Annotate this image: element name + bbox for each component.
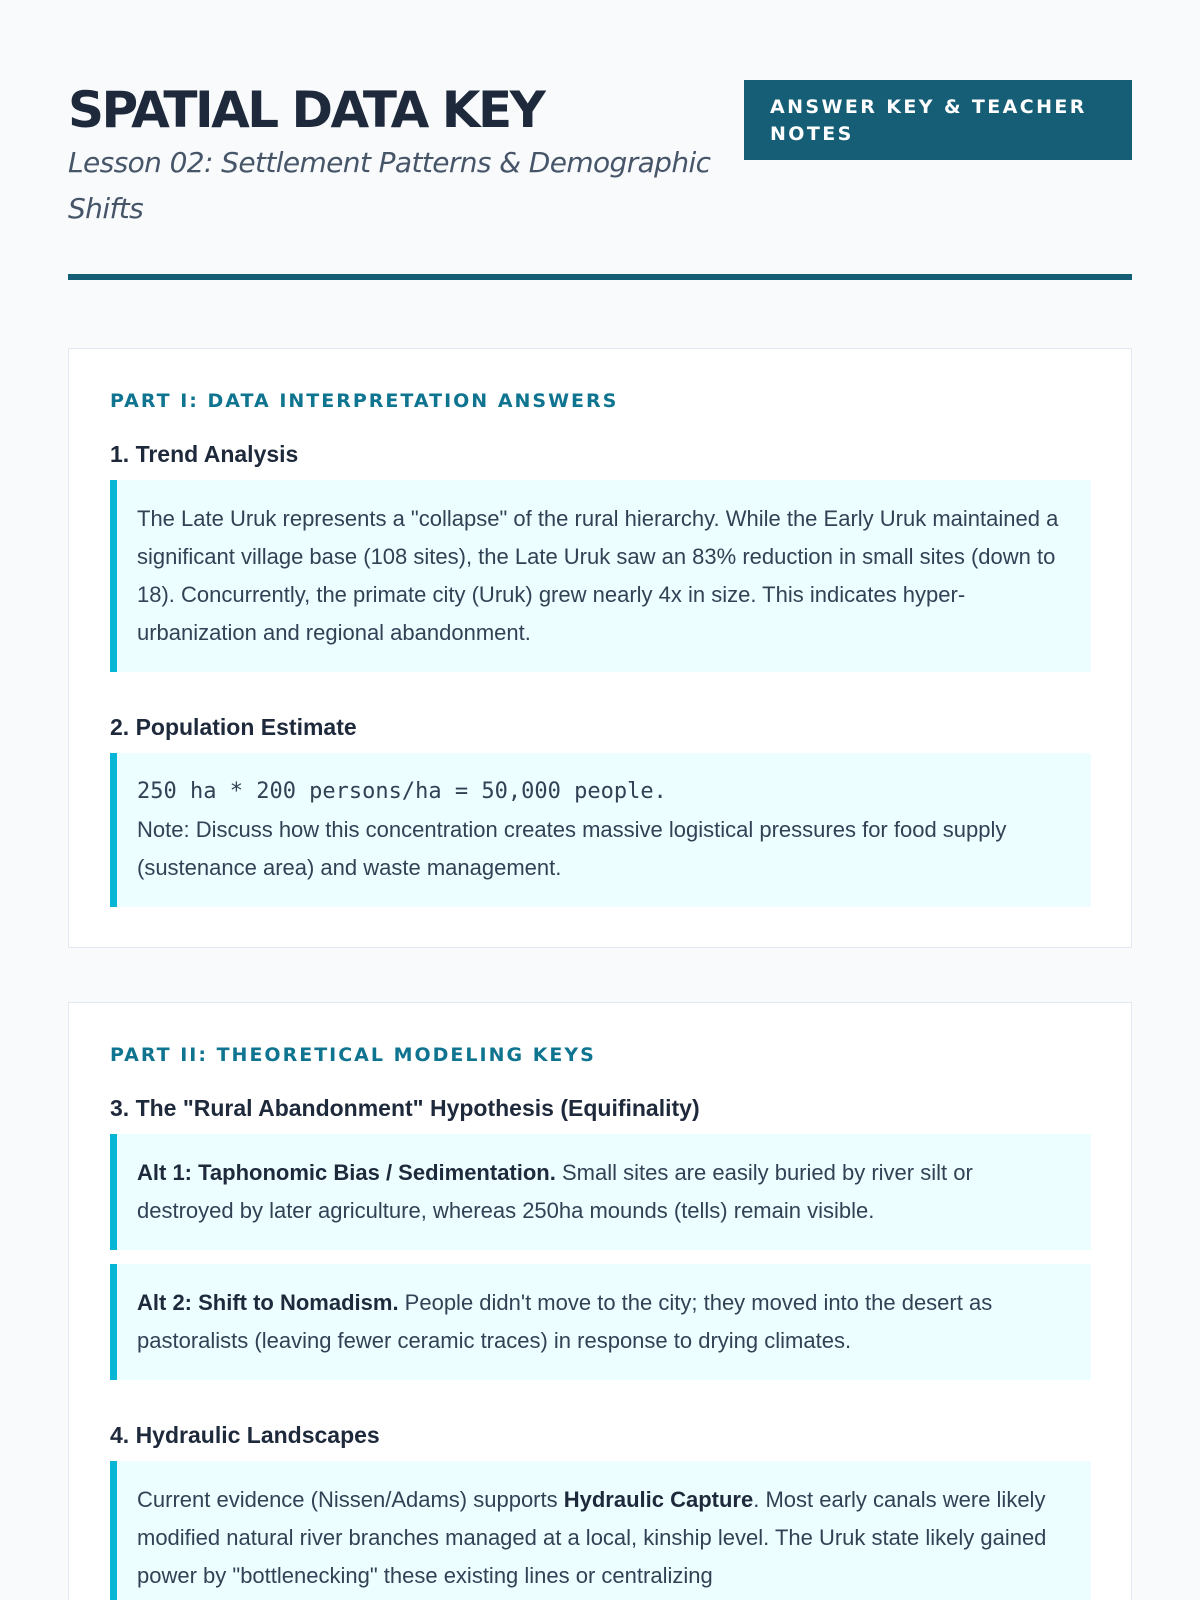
population-formula: 250 ha * 200 persons/ha = 50,000 people.: [137, 779, 667, 804]
question-1-answer-text: The Late Uruk represents a "collapse" of the rural hierarchy. While the Early Uruk maintained a significant village base (108 sites), the Late Uruk saw an 83% reduction in small sites (down to 18). Concurrently, the primate city (Uruk) grew nearly 4x in size. This indicates hyper-urbanization and regional abandonment.: [137, 506, 1059, 645]
part-2-title: PART II: THEORETICAL MODELING KEYS: [110, 1044, 596, 1066]
question-3-title: 3. The "Rural Abandonment" Hypothesis (Equifinality): [110, 1095, 700, 1121]
question-1-title: 1. Trend Analysis: [110, 441, 299, 467]
part-1-section: [68, 348, 1132, 948]
part-1-title: PART I: DATA INTERPRETATION ANSWERS: [110, 390, 619, 412]
answer-key-badge: ANSWER KEY & TEACHER NOTES: [744, 80, 1132, 160]
alternative-1-answer: [110, 1134, 1091, 1250]
question-4-text-before: Current evidence (Nissen/Adams) supports: [137, 1487, 564, 1512]
question-4-text-after: . Most early canals were likely modified natural river branches managed at a local, kinship level. The Uruk state likely gained power by "bottlenecking" these existing lines or centralizing: [137, 1487, 1047, 1588]
hydraulic-capture-term: Hydraulic Capture: [563, 1487, 754, 1512]
alternative-2-text: People didn't move to the city; they moved into the desert as pastoralists (leaving fewer ceramic traces) in response to drying climates.: [137, 1290, 993, 1353]
alternative-1-text: Small sites are easily buried by river silt or destroyed by later agriculture, whereas 250ha mounds (tells) remain visible.: [137, 1160, 973, 1223]
question-1-answer: [110, 480, 1091, 672]
page-title: SPATIAL DATA KEY: [68, 81, 544, 139]
part-2-section: [68, 1002, 1132, 1600]
lesson-subtitle: Lesson 02: Settlement Patterns & Demographic Shifts: [68, 146, 711, 225]
teacher-note: Note: Discuss how this concentration creates massive logistical pressures for food supply (sustenance area) and waste management.: [137, 817, 1007, 880]
question-2-answer: [110, 753, 1091, 907]
alternative-2-answer: [110, 1264, 1091, 1380]
page-header: [68, 0, 1132, 280]
question-4-title: 4. Hydraulic Landscapes: [110, 1422, 380, 1448]
alternative-1-label: Alt 1: Taphonomic Bias / Sedimentation.: [137, 1160, 556, 1185]
question-2-title: 2. Population Estimate: [110, 714, 357, 740]
alternative-2-label: Alt 2: Shift to Nomadism.: [137, 1290, 399, 1315]
question-4-answer: [110, 1461, 1091, 1600]
